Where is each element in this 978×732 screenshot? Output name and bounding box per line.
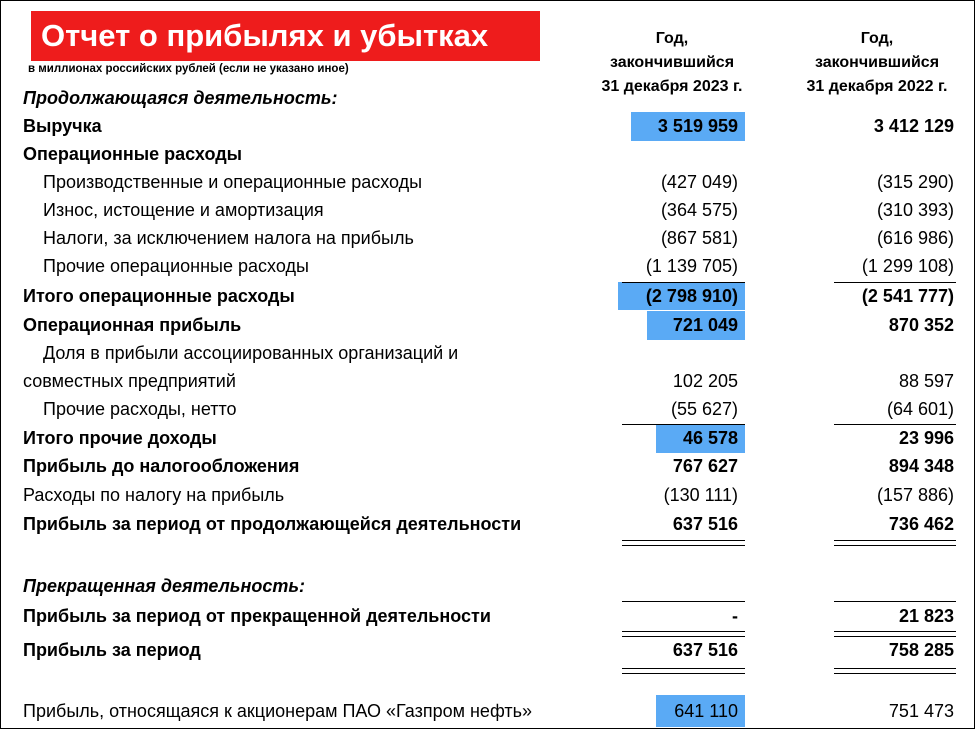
row-label: Прочие операционные расходы xyxy=(43,256,309,276)
value-2022: 3 412 129 xyxy=(873,116,954,136)
value-2023: (1 139 705) xyxy=(645,256,738,276)
value-2022: (157 886) xyxy=(876,485,954,505)
row-label: Прибыль за период xyxy=(23,640,201,660)
rule-line xyxy=(834,631,956,632)
rule-line xyxy=(622,545,745,546)
row-profit-attributable xyxy=(0,697,978,725)
column-header-line: закончившийся xyxy=(609,54,735,71)
row-income-tax xyxy=(0,481,978,509)
value-2022: (1 299 108) xyxy=(861,256,954,276)
column-header-line: Год, xyxy=(860,30,894,47)
rule-line xyxy=(622,668,745,669)
row-associates-share-line2 xyxy=(0,367,978,395)
value-2022: 758 285 xyxy=(888,640,954,660)
value-2023: (364 575) xyxy=(660,200,738,220)
row-operating-profit xyxy=(0,311,978,339)
value-2022: (616 986) xyxy=(876,228,954,248)
rule-line xyxy=(834,673,956,674)
rule-line xyxy=(834,540,956,541)
value-2023: 721 049 xyxy=(672,315,738,335)
row-label: Налоги, за исключением налога на прибыль xyxy=(43,228,414,248)
value-2022: 21 823 xyxy=(898,606,954,626)
value-2023: 641 110 xyxy=(674,701,738,721)
section-continuing-operations xyxy=(0,84,978,112)
value-2022: (315 290) xyxy=(876,172,954,192)
row-label: Износ, истощение и амортизация xyxy=(43,200,324,220)
row-label: совместных предприятий xyxy=(23,371,236,391)
row-label: Продолжающаяся деятельность: xyxy=(23,88,338,108)
row-label: Прибыль за период от прекращенной деятельности xyxy=(23,606,491,626)
units-note: в миллионах российских рублей (если не указано иное) xyxy=(28,63,349,75)
value-2022: 88 597 xyxy=(898,371,954,391)
row-total-other-income xyxy=(0,424,978,452)
value-2023: - xyxy=(732,606,738,626)
rule-line xyxy=(622,673,745,674)
row-label: Производственные и операционные расходы xyxy=(43,172,423,192)
row-label: Операционные расходы xyxy=(23,144,243,164)
value-2022: (310 393) xyxy=(876,200,954,220)
row-label: Прибыль, относящаяся к акционерам ПАО «Газпром нефть» xyxy=(23,701,532,721)
value-2023: 102 205 xyxy=(672,371,738,391)
row-label: Прибыль за период от продолжающейся деятельности xyxy=(23,514,522,534)
value-2022: 23 996 xyxy=(898,428,954,448)
row-label: Прочие расходы, нетто xyxy=(43,399,237,419)
row-profit-discontinued xyxy=(0,602,978,630)
row-revenue xyxy=(0,112,978,140)
value-2023: (2 798 910) xyxy=(645,286,738,306)
column-header-line: закончившийся xyxy=(814,54,940,71)
value-2023: 3 519 959 xyxy=(657,116,738,136)
value-2022: 870 352 xyxy=(888,315,954,335)
row-label: Доля в прибыли ассоциированных организаций и xyxy=(43,343,459,363)
rule-line xyxy=(834,668,956,669)
column-header-line: 31 декабря 2023 г. xyxy=(601,78,743,95)
row-depreciation xyxy=(0,196,978,224)
row-other-expenses-net xyxy=(0,395,978,423)
value-2022: (2 541 777) xyxy=(861,286,954,306)
row-label: Прибыль до налогообложения xyxy=(23,456,300,476)
row-label: Выручка xyxy=(23,116,102,136)
row-taxes-other xyxy=(0,224,978,252)
column-header-line: 31 декабря 2022 г. xyxy=(806,78,948,95)
row-other-operating-expenses xyxy=(0,252,978,280)
row-total-operating-expenses xyxy=(0,282,978,310)
report-title: Отчет о прибылях и убытках xyxy=(31,11,540,61)
row-profit-continuing xyxy=(0,510,978,538)
rule-line xyxy=(622,540,745,541)
column-header-line: Год, xyxy=(655,30,689,47)
value-2023: 767 627 xyxy=(672,456,738,476)
row-operating-expenses-header xyxy=(0,140,978,168)
rule-line xyxy=(834,545,956,546)
value-2023: (867 581) xyxy=(660,228,738,248)
value-2022: 751 473 xyxy=(888,701,954,721)
row-profit-before-tax xyxy=(0,452,978,480)
row-label: Итого прочие доходы xyxy=(23,428,217,448)
row-label: Итого операционные расходы xyxy=(23,286,295,306)
value-2023: 46 578 xyxy=(682,428,738,448)
value-2023: 637 516 xyxy=(672,640,738,660)
value-2022: (64 601) xyxy=(886,399,954,419)
section-discontinued-operations xyxy=(0,572,978,600)
row-profit-for-period xyxy=(0,636,978,664)
value-2022: 894 348 xyxy=(888,456,954,476)
value-2023: (55 627) xyxy=(670,399,738,419)
value-2023: (130 111) xyxy=(663,485,738,505)
row-associates-share-line1 xyxy=(0,339,978,367)
value-2023: 637 516 xyxy=(672,514,738,534)
row-label: Прекращенная деятельность: xyxy=(23,576,306,596)
row-production-expenses xyxy=(0,168,978,196)
row-label: Операционная прибыль xyxy=(23,315,242,335)
value-2022: 736 462 xyxy=(888,514,954,534)
row-label: Расходы по налогу на прибыль xyxy=(23,485,285,505)
rule-line xyxy=(622,631,745,632)
value-2023: (427 049) xyxy=(660,172,738,192)
